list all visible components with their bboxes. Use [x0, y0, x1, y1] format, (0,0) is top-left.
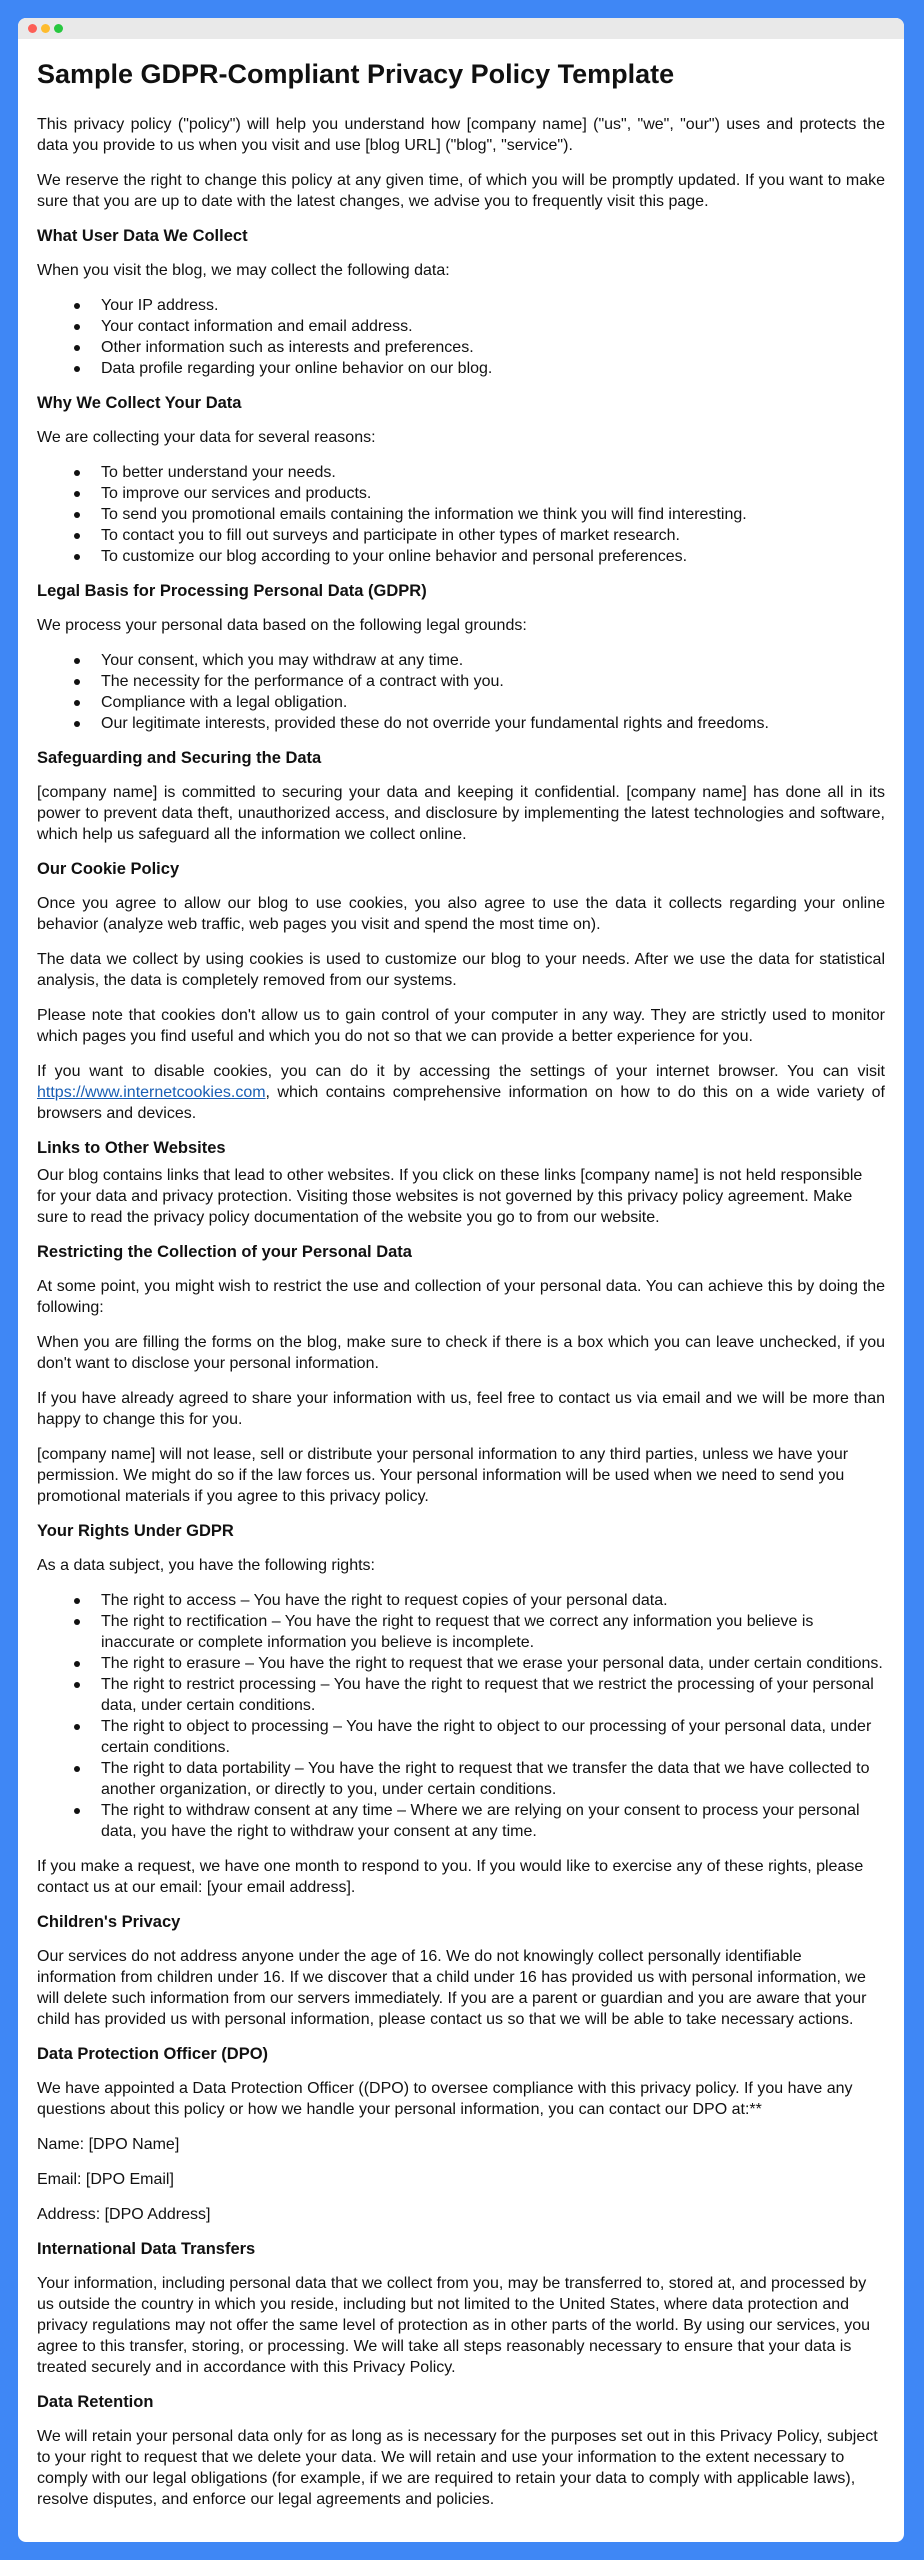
intro-paragraph: We reserve the right to change this policy at any given time, of which you will be promptly updated. If you want to make sure that you are up to date with the latest changes, we advise you to frequently visit this page. [37, 172, 885, 210]
cookie-paragraph: Once you agree to allow our blog to use cookies, you also agree to use the data it collects regarding your online behavior (analyze web traffic, web pages you visit and spend the most time on). [37, 895, 885, 933]
section-heading-why: Why We Collect Your Data [37, 394, 242, 412]
cookie-paragraph [37, 1061, 885, 1124]
cookie-paragraph: The data we collect by using cookies is used to customize our blog to your needs. After we use the data for statistical analysis, the data is completely removed from our systems. [37, 951, 885, 989]
why-list [37, 462, 885, 567]
section-heading-rights: Your Rights Under GDPR [37, 1522, 234, 1540]
dpo-address: Address: [DPO Address] [37, 2206, 211, 2223]
section-heading-safeguard: Safeguarding and Securing the Data [37, 749, 322, 767]
list-item: Your consent, which you may withdraw at any time. [37, 650, 885, 671]
section-lead: We process your personal data based on the following legal grounds: [37, 617, 527, 634]
list-item: To customize our blog according to your online behavior and personal preferences. [37, 546, 885, 567]
list-item: The right to access – You have the right to request copies of your personal data. [37, 1590, 885, 1611]
section-lead: As a data subject, you have the following rights: [37, 1557, 375, 1574]
section-lead: When you visit the blog, we may collect the following data: [37, 262, 450, 279]
list-item: Compliance with a legal obligation. [37, 692, 885, 713]
list-item: Your contact information and email address. [37, 316, 885, 337]
window-titlebar [18, 18, 904, 39]
page-title: Sample GDPR-Compliant Privacy Policy Template [37, 59, 675, 89]
internetcookies-link[interactable]: https://www.internetcookies.com [37, 1084, 266, 1101]
section-heading-transfers: International Data Transfers [37, 2240, 256, 2258]
restrict-paragraph: When you are filling the forms on the blog, make sure to check if there is a box which you can leave unchecked, if you don't want to disclose your personal information. [37, 1334, 885, 1372]
links-paragraph: Our blog contains links that lead to other websites. If you click on these links [company name] is not held responsible for your data and privacy protection. Visiting those websites is not governed by this privacy policy agreement. Make sure to read the privacy policy documentation of the website you go to from our website. [37, 1167, 863, 1226]
maximize-window-icon[interactable] [54, 24, 63, 33]
section-heading-restrict: Restricting the Collection of your Personal Data [37, 1243, 412, 1261]
section-heading-retention: Data Retention [37, 2393, 154, 2411]
list-item: The right to object to processing – You have the right to object to our processing of your personal data, under certain conditions. [37, 1716, 885, 1758]
list-item: Our legitimate interests, provided these do not override your fundamental rights and freedoms. [37, 713, 885, 734]
list-item: Your IP address. [37, 295, 885, 316]
list-item: Data profile regarding your online behavior on our blog. [37, 358, 885, 379]
close-window-icon[interactable] [28, 24, 37, 33]
list-item: The right to data portability – You have the right to request that we transfer the data that we have collected to another organization, or directly to you, under certain conditions. [37, 1758, 885, 1800]
intro-paragraph: This privacy policy ("policy") will help you understand how [company name] ("us", "we", "our") uses and protects the data you provide to us when you visit and use [blog URL] ("blog", "service"). [37, 116, 885, 154]
rights-list [37, 1590, 885, 1842]
cookie-paragraph: Please note that cookies don't allow us to gain control of your computer in any way. They are strictly used to monitor which pages you find useful and which you do not so that we can provide a better experience for you. [37, 1007, 885, 1045]
list-item: The necessity for the performance of a contract with you. [37, 671, 885, 692]
dpo-name: Name: [DPO Name] [37, 2136, 180, 2153]
safeguard-paragraph: [company name] is committed to securing your data and keeping it confidential. [company name] has done all in its power to prevent data theft, unauthorized access, and disclosure by implementing the latest technologies and software, which help us safeguard all the information we collect online. [37, 784, 885, 843]
section-heading-cookie: Our Cookie Policy [37, 860, 180, 878]
transfers-paragraph: Your information, including personal data that we collect from you, may be transferred to, stored at, and processed by us outside the country in which you reside, including but not limited to the United States, where data protection and privacy regulations may not offer the same level of protection as in other parts of the world. By using our services, you agree to this transfer, storing, or processing. We will take all steps reasonably necessary to ensure that your data is treated securely and in accordance with this Privacy Policy. [37, 2275, 871, 2376]
legal-list [37, 650, 885, 734]
list-item: The right to withdraw consent at any time – Where we are relying on your consent to process your personal data, you have the right to withdraw your consent at any time. [37, 1800, 885, 1842]
list-item: To send you promotional emails containing the information we think you will find interesting. [37, 504, 885, 525]
browser-window [18, 18, 904, 2542]
section-lead: We are collecting your data for several reasons: [37, 429, 376, 446]
list-item: To contact you to fill out surveys and participate in other types of market research. [37, 525, 885, 546]
cookie-text: , which contains comprehensive information on how to do this on a wide variety of browsers and devices. [37, 1084, 885, 1122]
list-item: To better understand your needs. [37, 462, 885, 483]
restrict-paragraph: If you have already agreed to share your information with us, feel free to contact us via email and we will be more than happy to change this for you. [37, 1390, 885, 1428]
list-item: The right to restrict processing – You have the right to request that we restrict the processing of your personal data, under certain conditions. [37, 1674, 885, 1716]
restrict-paragraph: At some point, you might wish to restrict the use and collection of your personal data. You can achieve this by doing the following: [37, 1278, 885, 1316]
section-heading-children: Children's Privacy [37, 1913, 181, 1931]
dpo-paragraph: We have appointed a Data Protection Officer ((DPO) to oversee compliance with this privacy policy. If you have any questions about this policy or how we handle your personal information, you can contact our DPO at:** [37, 2080, 853, 2118]
collect-list [37, 295, 885, 379]
cookie-text: If you want to disable cookies, you can do it by accessing the settings of your internet browser. You can visit [37, 1063, 885, 1080]
section-heading-legal: Legal Basis for Processing Personal Data (GDPR) [37, 582, 427, 600]
dpo-email: Email: [DPO Email] [37, 2171, 174, 2188]
section-heading-dpo: Data Protection Officer (DPO) [37, 2045, 269, 2063]
restrict-paragraph: [company name] will not lease, sell or distribute your personal information to any third parties, unless we have your permission. We might do so if the law forces us. Your personal information will be used when we need to send you promotional materials if you agree to this privacy policy. [37, 1446, 849, 1505]
minimize-window-icon[interactable] [41, 24, 50, 33]
retention-paragraph: We will retain your personal data only for as long as is necessary for the purposes set out in this Privacy Policy, subject to your right to request that we delete your data. We will retain and use your information to the extent necessary to comply with our legal obligations (for example, if we are required to retain your data to comply with applicable laws), resolve disputes, and enforce our legal agreements and policies. [37, 2428, 878, 2508]
list-item: To improve our services and products. [37, 483, 885, 504]
section-heading-links: Links to Other Websites [37, 1139, 226, 1157]
list-item: The right to erasure – You have the right to request that we erase your personal data, under certain conditions. [37, 1653, 885, 1674]
list-item: The right to rectification – You have the right to request that we correct any information you believe is inaccurate or complete information you believe is incomplete. [37, 1611, 885, 1653]
list-item: Other information such as interests and preferences. [37, 337, 885, 358]
section-heading-collect: What User Data We Collect [37, 227, 248, 245]
children-paragraph: Our services do not address anyone under the age of 16. We do not knowingly collect personally identifiable information from children under 16. If we discover that a child under 16 has provided us with personal information, we will delete such information from our servers immediately. If you are a parent or guardian and you are aware that your child has provided us with personal information, please contact us so that we will be able to take necessary actions. [37, 1948, 867, 2028]
policy-document [18, 39, 904, 2510]
rights-request-paragraph: If you make a request, we have one month to respond to you. If you would like to exercise any of these rights, please contact us at our email: [your email address]. [37, 1858, 864, 1896]
